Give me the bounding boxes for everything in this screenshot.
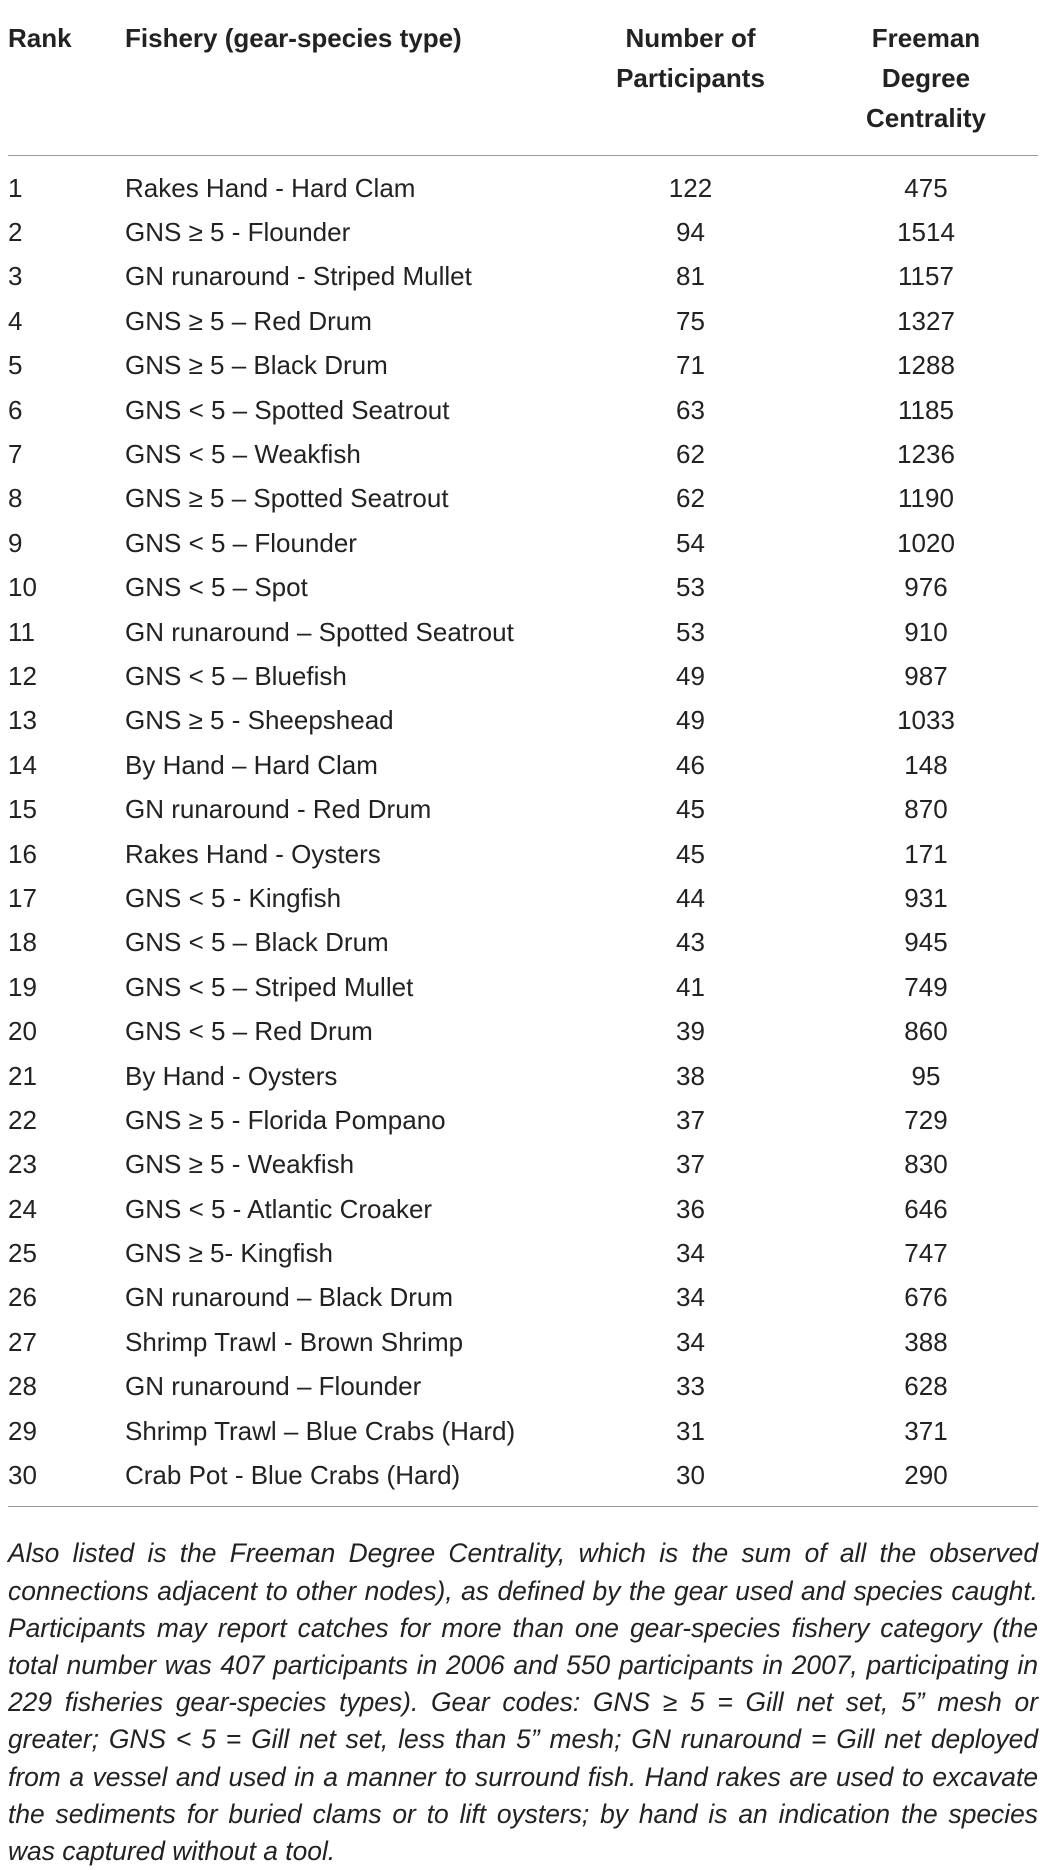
rank-cell: 23 (8, 1149, 37, 1180)
participants-cell: 122 (668, 172, 713, 203)
rank-cell: 24 (8, 1193, 37, 1224)
participants-cell: 46 (676, 749, 705, 780)
fishery-cell: GN runaround – Black Drum (125, 1282, 454, 1313)
fishery-cell: GNS ≥ 5- Kingfish (125, 1238, 333, 1269)
centrality-cell: 870 (904, 794, 948, 825)
centrality-cell: 749 (904, 971, 948, 1002)
rank-cell: 14 (8, 749, 37, 780)
participants-cell: 54 (676, 527, 705, 558)
participants-cell: 37 (676, 1104, 705, 1135)
rank-cell: 16 (8, 838, 37, 869)
participants-cell: 34 (676, 1326, 705, 1357)
participants-cell: 53 (676, 616, 705, 647)
header-rank-line: Rank (8, 23, 72, 53)
fisheries-table (8, 18, 1038, 1507)
rank-cell: 25 (8, 1238, 37, 1269)
fishery-cell: GNS < 5 - Atlantic Croaker (125, 1193, 433, 1224)
rank-cell: 28 (8, 1371, 37, 1402)
header-participants-line-1: Number of (625, 23, 756, 53)
participants-cell: 43 (676, 927, 705, 958)
centrality-cell: 676 (904, 1282, 948, 1313)
table-row (8, 432, 1038, 476)
fishery-cell: Crab Pot - Blue Crabs (Hard) (125, 1453, 567, 1506)
header-rank (8, 18, 125, 156)
fishery-cell: Rakes Hand - Oysters (125, 838, 381, 869)
participants-cell: 45 (676, 794, 705, 825)
table-row (8, 521, 1038, 565)
rank-cell: 15 (8, 794, 37, 825)
table-header (8, 18, 1038, 156)
table-row (8, 743, 1038, 787)
centrality-cell: 171 (904, 838, 948, 869)
table-row (8, 965, 1038, 1009)
table-row (8, 477, 1038, 521)
header-participants (567, 18, 814, 156)
rank-cell: 21 (8, 1060, 37, 1091)
fishery-cell: By Hand – Hard Clam (125, 749, 378, 780)
participants-cell: 62 (676, 439, 705, 470)
centrality-cell: 987 (904, 660, 948, 691)
rank-cell: 8 (8, 483, 23, 514)
table-row (8, 1009, 1038, 1053)
table-row (8, 255, 1038, 299)
participants-cell: 30 (567, 1453, 814, 1506)
table-row (8, 1453, 1038, 1506)
centrality-cell: 1157 (898, 261, 954, 292)
centrality-cell: 910 (904, 616, 948, 647)
participants-cell: 71 (676, 350, 705, 381)
table-row (8, 299, 1038, 343)
header-centrality-line-1: Freeman (871, 23, 981, 53)
fishery-cell: GNS ≥ 5 - Sheepshead (125, 705, 394, 736)
fishery-cell: GN runaround - Striped Mullet (125, 261, 472, 292)
centrality-cell: 1033 (897, 705, 955, 736)
participants-cell: 36 (676, 1193, 705, 1224)
centrality-cell: 1514 (897, 217, 955, 248)
table-row (8, 1143, 1038, 1187)
fishery-cell: GNS ≥ 5 – Spotted Seatrout (125, 483, 449, 514)
rank-cell: 6 (8, 394, 23, 425)
fishery-cell: GNS < 5 – Bluefish (125, 660, 347, 691)
fishery-cell: GN runaround – Flounder (125, 1371, 422, 1402)
rank-cell: 1 (8, 172, 23, 203)
table-row (8, 832, 1038, 876)
centrality-cell: 931 (904, 882, 948, 913)
rank-cell: 17 (8, 882, 37, 913)
fishery-cell: GN runaround – Spotted Seatrout (125, 616, 514, 647)
fishery-cell: GNS ≥ 5 - Flounder (125, 217, 351, 248)
header-fishery-line: Fishery (gear-species type) (125, 23, 462, 53)
centrality-cell: 729 (904, 1104, 948, 1135)
participants-cell: 53 (676, 572, 705, 603)
fishery-cell: GNS ≥ 5 - Weakfish (125, 1149, 355, 1180)
centrality-cell: 830 (904, 1149, 948, 1180)
centrality-cell: 290 (814, 1453, 1038, 1506)
rank-cell: 4 (8, 305, 23, 336)
fishery-cell: By Hand - Oysters (125, 1060, 338, 1091)
participants-cell: 75 (676, 305, 705, 336)
table-row (8, 610, 1038, 654)
table-row (8, 1231, 1038, 1275)
rank-cell: 12 (8, 660, 37, 691)
centrality-cell: 475 (904, 172, 948, 203)
rank-cell: 18 (8, 927, 37, 958)
table-row (8, 1098, 1038, 1142)
participants-cell: 39 (676, 1016, 705, 1047)
rank-cell: 29 (8, 1415, 37, 1446)
centrality-cell: 1327 (897, 305, 955, 336)
table-row (8, 156, 1038, 211)
fishery-cell: Shrimp Trawl - Brown Shrimp (125, 1326, 464, 1357)
fishery-cell: Rakes Hand - Hard Clam (125, 172, 416, 203)
table-footnote: Also listed is the Freeman Degree Centrality, which is the sum of all the observed connections adjacent to other nodes), as defined by the gear used and species caught. Participants may report catches for more than one gear-species fishery category (the total number was 407 participants in 2006 and 550 participants in 2007, participating in 229 fisheries gear-species types). Gear codes: GNS ≥ 5 = Gill net set, 5” mesh or greater; GNS < 5 = Gill net set, less than 5” mesh; GN runaround = Gill net deployed from a vessel and used in a manner to surround fish. Hand rakes are used to excavate the sediments for buried clams or to lift oysters; by hand is an indication the species was captured without a tool. (8, 1538, 1038, 1867)
table-row (8, 1320, 1038, 1364)
table-row (8, 699, 1038, 743)
centrality-cell: 747 (904, 1238, 948, 1269)
rank-cell: 20 (8, 1016, 37, 1047)
table-row (8, 1409, 1038, 1453)
table-body (8, 156, 1038, 1507)
rank-cell: 10 (8, 572, 37, 603)
rank-cell: 27 (8, 1326, 37, 1357)
fishery-cell: GN runaround - Red Drum (125, 794, 432, 825)
participants-cell: 34 (676, 1282, 705, 1313)
header-row (8, 18, 1038, 156)
participants-cell: 81 (676, 261, 705, 292)
participants-cell: 45 (676, 838, 705, 869)
rank-cell: 11 (8, 616, 35, 647)
centrality-cell: 945 (904, 927, 948, 958)
centrality-cell: 1236 (897, 439, 955, 470)
table-row (8, 344, 1038, 388)
participants-cell: 44 (676, 882, 705, 913)
table-row (8, 921, 1038, 965)
fishery-cell: GNS < 5 – Striped Mullet (125, 971, 414, 1002)
centrality-cell: 646 (904, 1193, 948, 1224)
participants-cell: 37 (676, 1149, 705, 1180)
participants-cell: 63 (676, 394, 705, 425)
fishery-cell: GNS < 5 – Spot (125, 572, 308, 603)
rank-cell: 9 (8, 527, 23, 558)
centrality-cell: 371 (904, 1415, 948, 1446)
rank-cell: 13 (8, 705, 37, 736)
centrality-cell: 1185 (898, 394, 954, 425)
table-row (8, 566, 1038, 610)
table-row (8, 787, 1038, 831)
participants-cell: 94 (676, 217, 705, 248)
header-fishery (125, 18, 567, 156)
centrality-cell: 388 (904, 1326, 948, 1357)
header-centrality-line-2: Degree (881, 63, 971, 93)
fishery-cell: GNS < 5 – Red Drum (125, 1016, 373, 1047)
rank-cell: 5 (8, 350, 23, 381)
fishery-cell: GNS < 5 – Spotted Seatrout (125, 394, 450, 425)
rank-cell: 19 (8, 971, 37, 1002)
rank-cell: 2 (8, 217, 23, 248)
fishery-cell: GNS ≥ 5 – Red Drum (125, 305, 372, 336)
table-row (8, 1365, 1038, 1409)
fishery-cell: GNS ≥ 5 – Black Drum (125, 350, 388, 381)
centrality-cell: 860 (904, 1016, 948, 1047)
fishery-cell: GNS ≥ 5 - Florida Pompano (125, 1104, 446, 1135)
centrality-cell: 1020 (897, 527, 955, 558)
fishery-cell: Shrimp Trawl – Blue Crabs (Hard) (125, 1415, 516, 1446)
rank-cell: 7 (8, 439, 23, 470)
table-row (8, 1054, 1038, 1098)
centrality-cell: 976 (904, 572, 948, 603)
participants-cell: 49 (676, 660, 705, 691)
table-row (8, 1187, 1038, 1231)
centrality-cell: 628 (904, 1371, 948, 1402)
table-row (8, 1276, 1038, 1320)
fishery-cell: GNS < 5 - Kingfish (125, 882, 342, 913)
participants-cell: 34 (676, 1238, 705, 1269)
participants-cell: 41 (676, 971, 705, 1002)
fishery-cell: GNS < 5 – Flounder (125, 527, 357, 558)
centrality-cell: 148 (904, 749, 948, 780)
participants-cell: 33 (676, 1371, 705, 1402)
rank-cell: 26 (8, 1282, 37, 1313)
fishery-cell: GNS < 5 – Black Drum (125, 927, 389, 958)
participants-cell: 49 (676, 705, 705, 736)
centrality-cell: 1190 (898, 483, 954, 514)
rank-cell: 22 (8, 1104, 37, 1135)
participants-cell: 38 (676, 1060, 705, 1091)
table-row (8, 388, 1038, 432)
table-row (8, 876, 1038, 920)
header-centrality (814, 18, 1038, 156)
table-row (8, 654, 1038, 698)
participants-cell: 62 (676, 483, 705, 514)
fishery-cell: GNS < 5 – Weakfish (125, 439, 361, 470)
header-participants-line-2: Participants (616, 63, 765, 93)
centrality-cell: 95 (911, 1060, 941, 1091)
table-row (8, 210, 1038, 254)
rank-cell: 3 (8, 261, 23, 292)
rank-cell: 30 (8, 1453, 125, 1506)
centrality-cell: 1288 (897, 350, 955, 381)
header-centrality-line-3: Centrality (866, 103, 986, 133)
participants-cell: 31 (676, 1415, 705, 1446)
